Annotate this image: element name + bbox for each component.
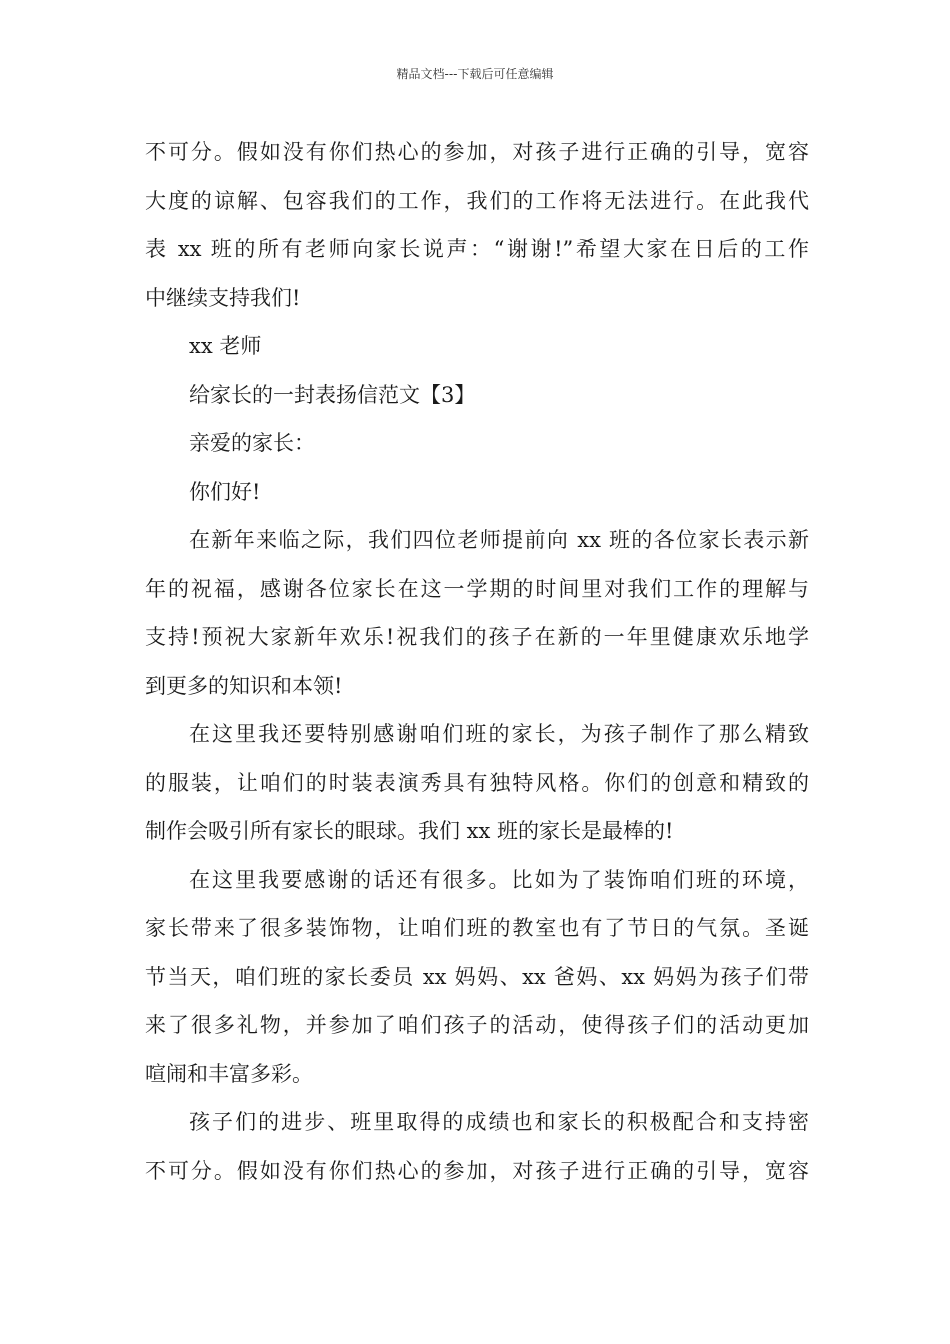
document-body	[145, 128, 809, 1195]
text-line: 不可分。假如没有你们热心的参加，对孩子进行正确的引导，宽容	[145, 1158, 809, 1183]
text-line: 节当天，咱们班的家长委员 xx 妈妈、xx 爸妈、xx 妈妈为孩子们带	[145, 964, 809, 989]
text-line: 在这里我要感谢的话还有很多。比如为了装饰咱们班的环境，	[189, 867, 809, 892]
text-line: 中继续支持我们!	[145, 285, 301, 310]
text-line: 到更多的知识和本领!	[145, 673, 343, 698]
text-line: 在这里我还要特别感谢咱们班的家长，为孩子制作了那么精致	[189, 722, 809, 746]
section-title: 给家长的一封表扬信范文【3】	[189, 382, 476, 407]
text-line: 表 xx 班的所有老师向家长说声：“谢谢!”希望大家在日后的工作	[145, 237, 809, 261]
signature-line: xx 老师	[189, 334, 262, 358]
salutation: 亲爱的家长：	[189, 431, 315, 455]
text-line: 不可分。假如没有你们热心的参加，对孩子进行正确的引导，宽容	[145, 140, 809, 164]
text-line: 年的祝福，感谢各位家长在这一学期的时间里对我们工作的理解与	[145, 576, 809, 601]
text-line: 在新年来临之际，我们四位老师提前向 xx 班的各位家长表示新	[189, 528, 809, 552]
text-line: 支持!预祝大家新年欢乐!祝我们的孩子在新的一年里健康欢乐地学	[145, 625, 809, 649]
greeting: 你们好!	[189, 479, 261, 504]
text-line: 来了很多礼物，并参加了咱们孩子的活动，使得孩子们的活动更加	[145, 1013, 809, 1037]
page-header: 精品文档---下载后可任意编辑	[396, 67, 554, 81]
text-line: 大度的谅解、包容我们的工作，我们的工作将无法进行。在此我代	[145, 188, 809, 213]
text-line: 制作会吸引所有家长的眼球。我们 xx 班的家长是最棒的!	[145, 819, 674, 843]
text-line: 孩子们的进步、班里取得的成绩也和家长的积极配合和支持密	[189, 1110, 809, 1134]
text-line: 喧闹和丰富多彩。	[145, 1061, 313, 1086]
text-line: 家长带来了很多装饰物，让咱们班的教室也有了节日的气氛。圣诞	[145, 916, 809, 940]
text-line: 的服装，让咱们的时装表演秀具有独特风格。你们的创意和精致的	[145, 770, 809, 795]
